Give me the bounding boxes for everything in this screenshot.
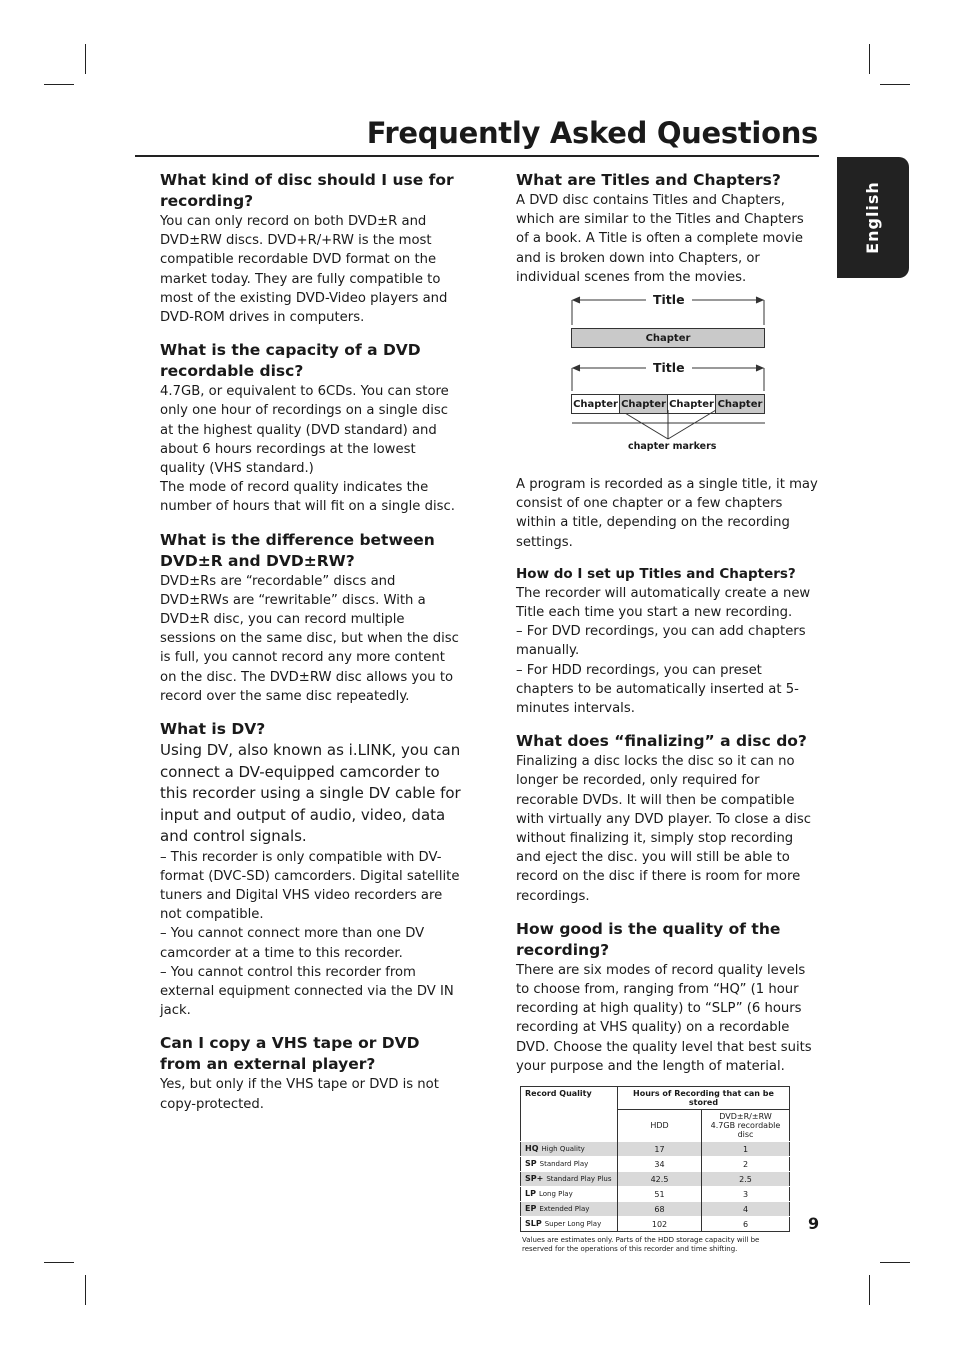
table-header-row: [521, 1087, 790, 1110]
faq-setup-titles: [516, 565, 820, 718]
quality-name: Extended Play: [539, 1205, 590, 1214]
faq-heading: What is the difference between DVD±R and DVD±RW?: [160, 530, 435, 570]
left-column: [160, 170, 464, 1127]
quality-name: High Quality: [541, 1145, 585, 1154]
chapter-cell: Chapter: [716, 395, 764, 413]
chapters-bar: [571, 394, 765, 414]
header-cell: Record Quality: [521, 1087, 618, 1142]
dvd-hours-cell: 1: [702, 1142, 790, 1157]
table-row: [521, 1187, 790, 1202]
faq-dv: [160, 719, 464, 1020]
faq-body: A DVD disc contains Titles and Chapters, which are similar to the Titles and Chapters of a book. A Title is often a complete movie and is broken down into Chapters, or individual scenes from the movies.: [516, 193, 804, 285]
diagram-arrows: [516, 295, 820, 465]
faq-bullet: – For HDD recordings, you can preset chapters to be automatically inserted at 5-minutes intervals.: [516, 662, 799, 717]
quality-code: EP: [525, 1204, 537, 1214]
crop-mark: [85, 1275, 86, 1305]
quality-name: Standard Play Plus: [546, 1175, 612, 1184]
quality-code: SLP: [525, 1219, 542, 1229]
table-note: Values are estimates only. Parts of the HDD storage capacity will be reserved for the operations of this recorder and time shifting.: [522, 1236, 760, 1254]
dvd-hours-cell: 2.5: [702, 1172, 790, 1187]
faq-body: Yes, but only if the VHS tape or DVD is not copy-protected.: [160, 1077, 439, 1112]
quality-code: LP: [525, 1189, 536, 1199]
crop-mark: [869, 1275, 870, 1305]
hdd-hours-cell: 17: [618, 1142, 702, 1157]
table-row: [521, 1217, 790, 1232]
marker-line: [620, 410, 668, 439]
faq-heading: Can I copy a VHS tape or DVD from an external player?: [160, 1034, 420, 1074]
table-body: [521, 1142, 790, 1232]
faq-body: 4.7GB, or equivalent to 6CDs. You can store only one hour of recordings on a single disc at the highest quality (DVD standard) and about 6 hours recordings at the lowest quality (VHS standard.): [160, 384, 449, 477]
quality-cell: [521, 1202, 618, 1217]
faq-heading: How good is the quality of the recording?: [516, 919, 781, 959]
faq-body: Using DV, also known as i.LINK, you can connect a DV-equipped camcorder to this recorder using a single DV cable for input and output of audio, video, data and control signals.: [160, 741, 461, 846]
chapter-cell: Chapter: [572, 395, 620, 413]
header-cell: [702, 1110, 790, 1142]
header-text: DVD±R/±RW: [719, 1112, 772, 1122]
dvd-hours-cell: 4: [702, 1202, 790, 1217]
faq-body: You can only record on both DVD±R and DVD±RW discs. DVD+R/+RW is the most compatible recordable DVD format on the market today. They are fully compatible to most of the existing DVD-Video players and DVD-ROM drives in computers.: [160, 214, 448, 326]
page-title: Frequently Asked Questions: [366, 116, 818, 150]
faq-body: Finalizing a disc locks the disc so it can no longer be recorded, only required for recorable DVDs. It will then be compatible with virtually any DVD player. To close a disc without finalizing it, simply stop recording and eject the disc. you will still be able to record on the disc if there is room for more recordings.: [516, 754, 812, 904]
crop-mark: [44, 84, 74, 85]
arrowhead-right: [756, 297, 763, 303]
hdd-hours-cell: 102: [618, 1217, 702, 1232]
dvd-hours-cell: 2: [742, 1159, 749, 1169]
crop-mark: [880, 1262, 910, 1263]
faq-bullet: – You cannot connect more than one DV camcorder at a time to this recorder.: [160, 926, 425, 961]
chapter-cell: Chapter: [620, 395, 668, 413]
faq-heading: What is DV?: [160, 720, 266, 739]
faq-bullet: – You cannot control this recorder from external equipment connected via the DV IN jack.: [160, 964, 454, 1019]
header-cell: HDD: [618, 1110, 702, 1142]
faq-bullet: – For DVD recordings, you can add chapters manually.: [516, 624, 806, 659]
quality-code: SP+: [525, 1174, 544, 1184]
chapter-cell: Chapter: [645, 333, 691, 345]
quality-code: HQ: [525, 1144, 539, 1154]
faq-heading: What is the capacity of a DVD recordable disc?: [160, 341, 421, 381]
chapter-bar: [571, 328, 765, 348]
quality-name: Standard Play: [539, 1160, 589, 1169]
hdd-hours-cell: 68: [618, 1202, 702, 1217]
faq-bullet: – This recorder is only compatible with DV-format (DVC-SD) camcorders. Digital satellite tuners and Digital VHS video recorders are not compatible.: [160, 849, 460, 923]
faq-body: The recorder will automatically create a new Title each time you start a new recording.: [516, 585, 811, 621]
quality-name: Super Long Play: [544, 1220, 602, 1229]
quality-name: Long Play: [538, 1190, 573, 1199]
faq-body: A program is recorded as a single title, it may consist of one chapter or a few chapters within a title, depending on the recording settings.: [516, 477, 818, 550]
table-row: [521, 1157, 790, 1172]
arrowhead-left: [573, 297, 580, 303]
language-tab: [837, 157, 909, 278]
arrowhead-left: [573, 365, 580, 371]
quality-cell: [521, 1217, 618, 1232]
quality-cell: [521, 1172, 618, 1187]
faq-capacity: [160, 340, 464, 516]
chapter-cell: Chapter: [668, 395, 716, 413]
table-row: [521, 1202, 790, 1217]
page-number: 9: [808, 1214, 820, 1233]
faq-heading: What does “finalizing” a disc do?: [516, 732, 807, 751]
header-text: 4.7GB recordable disc: [710, 1121, 781, 1140]
diagram-title-label: Title: [653, 360, 685, 376]
faq-heading: What kind of disc should I use for recording?: [160, 171, 454, 210]
marker-line: [668, 410, 716, 439]
quality-cell: [521, 1187, 618, 1202]
arrowhead-right: [756, 365, 763, 371]
quality-cell: [521, 1142, 618, 1157]
faq-body: There are six modes of record quality levels to choose from, ranging from “HQ” (1 hour recording at high quality) to “SLP” (6 hours recording at VHS quality) on a recordable DVD. Choose the quality level that best suits your purpose and the length of material.: [516, 962, 812, 1074]
quality-table: [520, 1086, 790, 1232]
quality-code: SP: [525, 1159, 537, 1169]
dvd-hours-cell: 3: [742, 1189, 749, 1199]
faq-difference: [160, 530, 464, 706]
quality-cell: [521, 1157, 618, 1172]
faq-body: The mode of record quality indicates the number of hours that will fit on a single disc.: [160, 480, 455, 515]
faq-program: [516, 475, 820, 552]
crop-mark: [880, 84, 910, 85]
faq-copy: [160, 1033, 464, 1113]
table-row: [521, 1142, 790, 1157]
table-row: [521, 1172, 790, 1187]
faq-finalizing: [516, 731, 820, 906]
chapter-markers-label: chapter markers: [628, 441, 717, 453]
faq-subheading: How do I set up Titles and Chapters?: [516, 565, 796, 582]
dvd-hours-cell: 6: [742, 1219, 749, 1229]
faq-titles-chapters: [516, 170, 820, 287]
hdd-hours-cell: 42.5: [618, 1172, 702, 1187]
faq-quality: [516, 919, 820, 1076]
faq-disc-type: [160, 170, 464, 327]
titles-chapters-diagram: [516, 292, 820, 465]
hdd-hours-cell: 34: [618, 1157, 702, 1172]
crop-mark: [869, 44, 870, 74]
language-tab-label: English: [863, 181, 882, 254]
faq-body: DVD±Rs are “recordable” discs and DVD±RWs are “rewritable” discs. With a DVD±R disc, you can record multiple sessions on the same disc, but when the disc is full, you cannot record any more content on the disc. The DVD±RW disc allows you to record over the same disc repeatedly.: [160, 573, 459, 704]
diagram-title-label: Title: [653, 292, 685, 308]
crop-mark: [44, 1262, 74, 1263]
crop-mark: [85, 44, 86, 74]
faq-heading: What are Titles and Chapters?: [516, 171, 781, 189]
hdd-hours-cell: 51: [618, 1187, 702, 1202]
title-rule: [135, 155, 819, 157]
right-column: [516, 170, 820, 1254]
header-cell: Hours of Recording that can be stored: [618, 1087, 790, 1110]
